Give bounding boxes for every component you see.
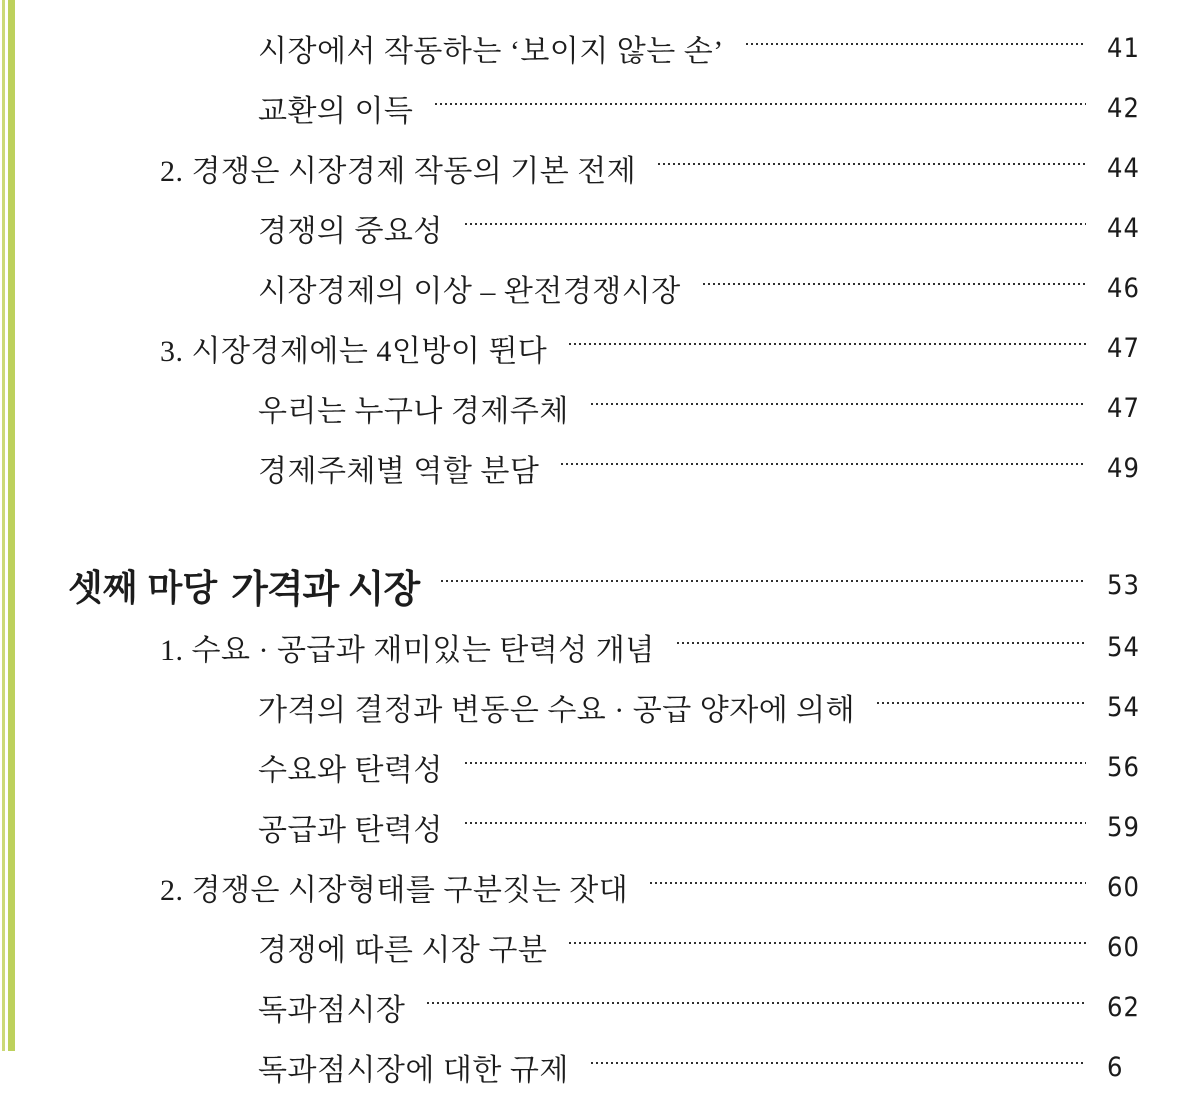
toc-entry-title: 수요와 탄력성 [258, 754, 443, 787]
toc-row [0, 78, 1180, 138]
toc-row [0, 438, 1180, 498]
dotted-leader [561, 463, 1086, 465]
table-of-contents [0, 18, 1180, 1097]
dotted-leader [441, 580, 1086, 582]
dotted-leader [569, 942, 1086, 944]
dotted-leader [465, 762, 1086, 764]
page-number: 53 [1107, 569, 1140, 601]
toc-entry-title: 1. 수요 · 공급과 재미있는 탄력성 개념 [160, 634, 655, 667]
chapter-title-emphasis: 가격과 시장 [231, 568, 420, 611]
toc-chapter-row [0, 553, 1180, 617]
dotted-leader [658, 163, 1086, 165]
toc-row [0, 378, 1180, 438]
toc-row [0, 18, 1180, 78]
page-number: 49 [1107, 452, 1140, 484]
toc-entry-title: 2. 경쟁은 시장형태를 구분짓는 잣대 [160, 874, 629, 907]
page-number: 54 [1107, 631, 1140, 663]
toc-entry-title: 우리는 누구나 경제주체 [258, 395, 569, 428]
page-number: 60 [1107, 871, 1140, 903]
toc-entry-title: 독과점시장 [258, 994, 406, 1027]
toc-row [0, 617, 1180, 677]
page-number: 42 [1107, 92, 1140, 124]
toc-entry-title: 공급과 탄력성 [258, 814, 443, 847]
page-number: 46 [1107, 272, 1140, 304]
dotted-leader [465, 223, 1086, 225]
toc-entry-title: 3. 시장경제에는 4인방이 뛴다 [160, 335, 548, 368]
toc-row [0, 797, 1180, 857]
dotted-leader [677, 642, 1086, 644]
toc-row [0, 318, 1180, 378]
page-number: 44 [1107, 152, 1140, 184]
page-number: 47 [1107, 332, 1140, 364]
toc-entry-title: 시장에서 작동하는 ‘보이지 않는 손’ [258, 35, 724, 68]
page-number: 60 [1107, 931, 1140, 963]
toc-row [0, 737, 1180, 797]
page-number: 54 [1107, 691, 1140, 723]
toc-row [0, 857, 1180, 917]
dotted-leader [650, 882, 1086, 884]
dotted-leader [703, 283, 1086, 285]
toc-row [0, 977, 1180, 1037]
page-number: 41 [1107, 32, 1140, 64]
page-number: 56 [1107, 751, 1140, 783]
toc-entry-title: 2. 경쟁은 시장경제 작동의 기본 전제 [160, 155, 637, 188]
toc-entry-title: 경제주체별 역할 분담 [258, 455, 540, 488]
dotted-leader [465, 822, 1086, 824]
dotted-leader [435, 103, 1086, 105]
page-number: 62 [1107, 991, 1140, 1023]
toc-row [0, 917, 1180, 977]
dotted-leader [591, 1062, 1086, 1064]
toc-row [0, 258, 1180, 318]
toc-row [0, 198, 1180, 258]
chapter-title-prefix: 셋째 마당 [68, 566, 218, 608]
dotted-leader [569, 343, 1086, 345]
toc-row [0, 677, 1180, 737]
page-number: 59 [1107, 811, 1140, 843]
page-number: 44 [1107, 212, 1140, 244]
dotted-leader [877, 702, 1086, 704]
page-number: 47 [1107, 392, 1140, 424]
toc-entry-title: 교환의 이득 [258, 95, 414, 128]
toc-entry-title: 가격의 결정과 변동은 수요 · 공급 양자에 의해 [258, 694, 856, 727]
toc-entry-title: 경쟁에 따른 시장 구분 [258, 934, 548, 967]
toc-entry-title: 시장경제의 이상 – 완전경쟁시장 [258, 275, 681, 308]
dotted-leader [746, 43, 1086, 45]
toc-entry-title: 독과점시장에 대한 규제 [258, 1054, 569, 1087]
page-number: 6 [1107, 1051, 1124, 1083]
dotted-leader [591, 403, 1086, 405]
toc-row [0, 1037, 1180, 1097]
toc-entry-title: 경쟁의 중요성 [258, 215, 443, 248]
toc-row [0, 138, 1180, 198]
dotted-leader [427, 1002, 1086, 1004]
